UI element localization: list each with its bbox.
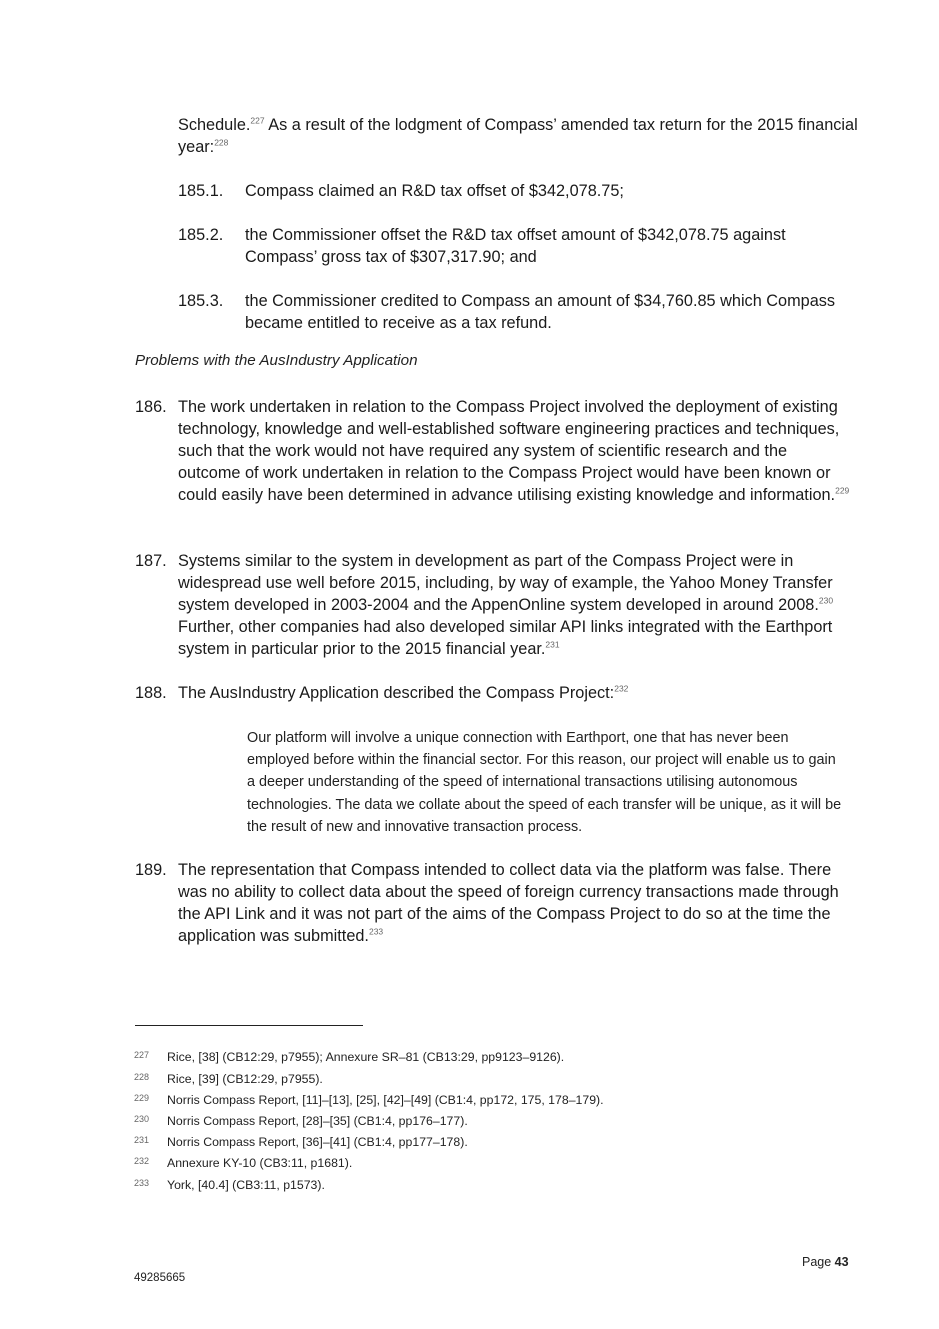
paragraph-body: Further, other companies had also developed similar API links integrated with the Earthport system in particular prior to the 2015 financial year. (178, 618, 833, 658)
page-prefix: Page (802, 1255, 835, 1269)
list-item-number: 185.2. (178, 226, 224, 244)
intro-text-1: Schedule. (178, 116, 251, 134)
footnote-number: 228 (134, 1072, 150, 1082)
footnote-ref[interactable]: 230 (818, 595, 834, 606)
footnote-number: 232 (134, 1156, 150, 1166)
footnote-ref[interactable]: 233 (368, 926, 384, 937)
footnote-divider (135, 1025, 363, 1026)
footnote-text: York, [40.4] (CB3:11, p1573). (167, 1178, 325, 1192)
footnote-number: 233 (134, 1178, 150, 1188)
paragraph-text (178, 550, 853, 660)
paragraph-body: The AusIndustry Application described the Compass Project: (178, 684, 615, 702)
paragraph-text (178, 396, 853, 506)
block-quote: Our platform will involve a unique connection with Earthport, one that has never been employed before within the financial sector. For this reason, our project will enable us to gain a deeper understanding of the speed of international transactions utilising autonomous technologies. The data we collate about the speed of each transfer will be unique, as it will be the result of new and innovative transaction process. (247, 730, 842, 835)
footnote-text: Rice, [38] (CB12:29, p7955); Annexure SR–81 (CB13:29, pp9123–9126). (167, 1050, 565, 1064)
footnote-number: 229 (134, 1093, 150, 1103)
list-item-number: 185.1. (178, 182, 224, 200)
paragraph-body: The work undertaken in relation to the Compass Project involved the deployment of existing technology, knowledge and well-established software engineering practices and techniques, such that the work would not have required any system of scientific research and the outcome of work undertaken in relation to the Compass Project would have been known or could easily have been determined in advance utilising existing knowledge and information. (178, 398, 840, 504)
page-number-label (802, 1255, 849, 1269)
footnote-text: Norris Compass Report, [28]–[35] (CB1:4, pp176–177). (167, 1114, 468, 1128)
paragraph-text (178, 859, 853, 947)
paragraph-text (178, 682, 853, 704)
page-number: 43 (834, 1255, 849, 1269)
intro-text-2: As a result of the lodgment of Compass’ amended tax return for the 2015 financial year: (178, 116, 858, 156)
footnote-text: Norris Compass Report, [36]–[41] (CB1:4, pp177–178). (167, 1135, 468, 1149)
footnote-number: 227 (134, 1050, 150, 1060)
footnote-ref[interactable]: 228 (214, 137, 229, 148)
footnote-text: Annexure KY-10 (CB3:11, p1681). (167, 1156, 353, 1170)
footnote-text: Norris Compass Report, [11]–[13], [25], [42]–[49] (CB1:4, pp172, 175, 178–179). (167, 1093, 604, 1107)
list-item-text: Compass claimed an R&D tax offset of $342,078.75; (245, 182, 624, 200)
footnote-number: 231 (134, 1135, 150, 1145)
list-item-text: the Commissioner offset the R&D tax offset amount of $342,078.75 against Compass’ gross tax of $307,317.90; and (245, 226, 786, 266)
footnote-ref[interactable]: 232 (614, 683, 629, 694)
footnote-text: Rice, [39] (CB12:29, p7955). (167, 1072, 323, 1086)
footnote-ref[interactable]: 227 (250, 115, 265, 126)
document-id: 49285665 (134, 1272, 186, 1284)
paragraph-number: 187. (135, 552, 167, 570)
footnote-number: 230 (134, 1114, 150, 1124)
paragraph-number: 186. (135, 398, 167, 416)
paragraph-number: 188. (135, 684, 167, 702)
footnote-ref[interactable]: 231 (545, 639, 560, 650)
intro-paragraph (178, 114, 858, 158)
paragraph-number: 189. (135, 861, 167, 879)
list-item-number: 185.3. (178, 292, 224, 310)
section-heading: Problems with the AusIndustry Application (135, 352, 418, 369)
list-item-text: the Commissioner credited to Compass an amount of $34,760.85 which Compass became entitled to receive as a tax refund. (245, 292, 836, 332)
footnote-ref[interactable]: 229 (835, 485, 850, 496)
paragraph-body: Systems similar to the system in development as part of the Compass Project were in widespread use well before 2015, including, by way of example, the Yahoo Money Transfer system developed in 2003-2004 and the AppenOnline system developed in around 2008. (178, 552, 833, 614)
paragraph-body: The representation that Compass intended to collect data via the platform was false. There was no ability to collect data about the speed of foreign currency transactions made through the API Link and it was not part of the aims of the Compass Project to do so at the time the application was submitted. (178, 861, 839, 945)
